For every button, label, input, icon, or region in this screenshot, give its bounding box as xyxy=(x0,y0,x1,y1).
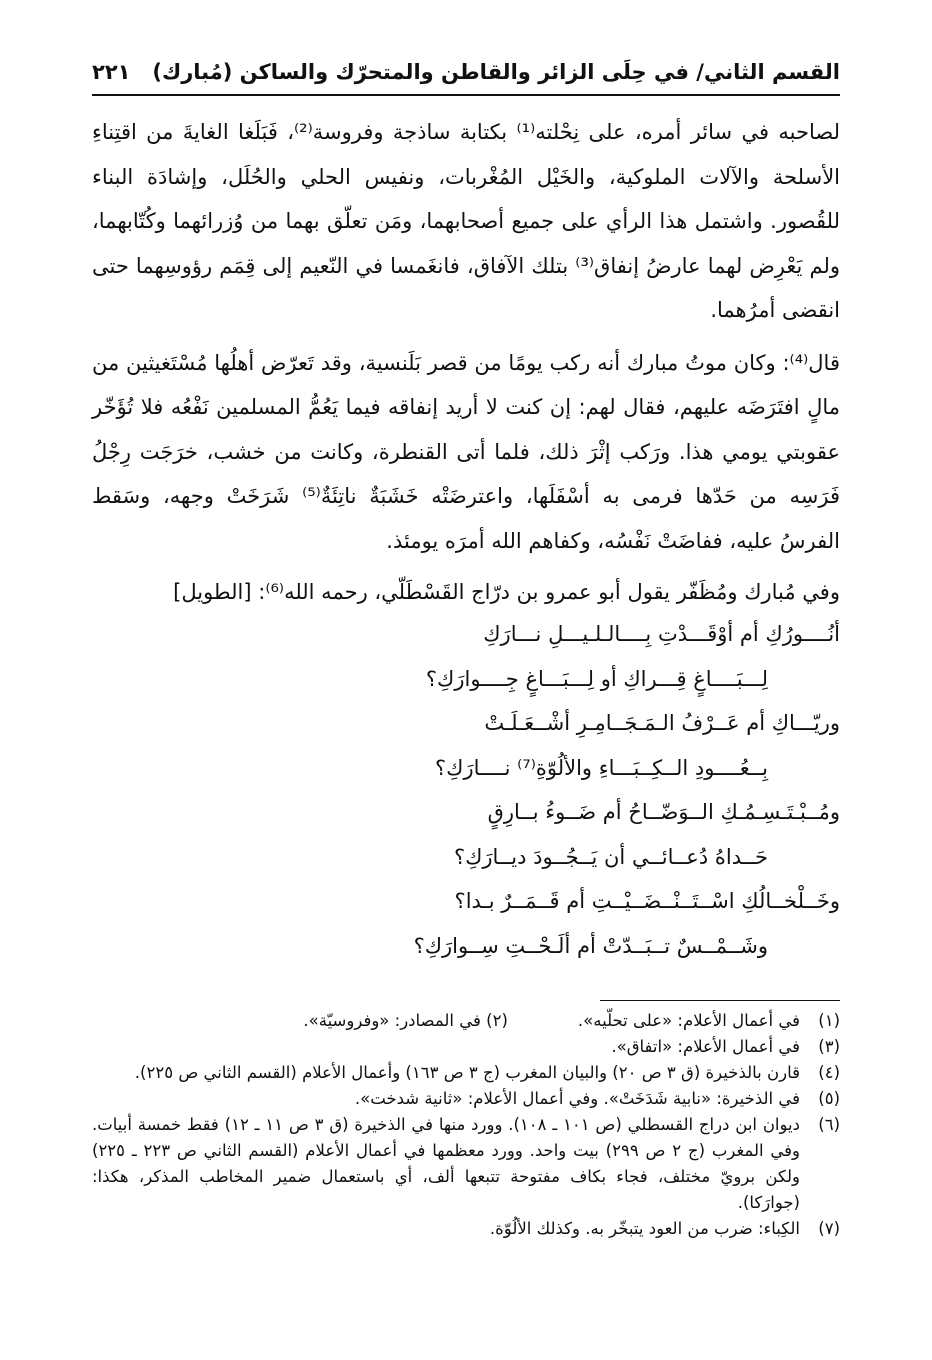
footnote-row xyxy=(92,1060,840,1086)
footnote-text: ديوان ابن دراج القسطلي (ص ١٠١ ـ ١٠٨). وورد منها في الذخيرة (ق ٣ ص ١١ ـ ١٢) فقط خمسة أبيات. وفي المغرب (ج ٢ ص ٢٩٩) بيت واحد. وورد معظمها في أعمال الأعلام (القسم الثاني ص ٢٢٣ ـ ٢٢٥) ولكن برويّ مختلف، فجاء بكاف مفتوحة تتبعها ألف، أي باستعمال ضمير المخاطب المذكر، هكذا: (جوارَكا). xyxy=(92,1115,800,1212)
poem-line: وشَــمْــسٌ تــبَــدّتْ أم ألَـحْــتِ سِــوارَكِ؟ xyxy=(413,933,768,958)
footnote-number: (١) xyxy=(818,1011,840,1030)
poem-line: بِــعُــــودِ الــكِــبَـــاءِ والألُوّةِ⁽⁷⁾ نــــارَكِ؟ xyxy=(434,755,768,780)
footnote-number: (٦) xyxy=(818,1115,840,1134)
footnote-rule xyxy=(600,1000,840,1001)
paragraph: قال⁽⁴⁾: وكان موتُ مبارك أنه ركب يومًا من قصر بَلَنسية، وقد تَعرّض أهلُها مُسْتَغيثين من مالٍ افتَرَضَه عليهم، فقال لهم: إن كنت لا أريد إنفاقه فيما يَعُمُّ المسلمين نَفْعُه فلا تُؤَخّر عقوبتي يومي هذا. ورَكب إثْرَ ذلك، فلما أتى القنطرة، وكانت من خشب، خرَجَت رِجْلُ فَرَسِه من حَدّها فرمى به أسْفَلَها، واعترضَتْه خَشَبَةٌ ناتِئَةٌ⁽⁵⁾ شَرَخَتْ وجهه، وسَقط الفرسُ عليه، ففاضَتْ نَفْسُه، وكفاهم الله أمرَه يومئذ. xyxy=(92,350,840,553)
poem-line: وريّـــاكِ أم عَــرْفُ الـمَـجَــامِـرِ أشْــعَـلَـتْ xyxy=(484,711,840,735)
footnote-row xyxy=(92,1112,840,1216)
poem-line: لِـــبَــــاغٍ قِـــراكِ أو لِـــبَـــاغٍ جِــــوارَكِ؟ xyxy=(425,666,768,691)
footnote-number: (٥) xyxy=(818,1089,840,1108)
header-title: القسم الثاني/ في حِلَى الزائر والقاطن والمتحرّك والساكن (مُبارك) xyxy=(152,60,840,84)
poem xyxy=(92,572,840,968)
footnote-text-part: في المصادر: «وفروسيّة». xyxy=(303,1011,481,1030)
footnote-row xyxy=(92,1034,840,1060)
footnote-number: (٤) xyxy=(818,1063,840,1082)
poem-line: وخَــلْخــالُكِ اسْــتَــنْــضَــيْــتِ أم قَــمَــرٌ بـدا؟ xyxy=(454,889,840,913)
main-text xyxy=(92,110,840,563)
footnote-text: الكِباء: ضرب من العود يتبخّر به. وكذلك الألُوّة. xyxy=(489,1219,800,1238)
footnote-number: (٣) xyxy=(818,1037,840,1056)
footnote-row xyxy=(92,1216,840,1242)
footnote-text-part: في أعمال الأعلام: «على تحلّيه». xyxy=(577,1011,800,1030)
header-rule xyxy=(92,94,840,96)
footnotes xyxy=(92,1008,840,1242)
footnote-text: في الذخيرة: «نابية شَدَخَتْ». وفي أعمال الأعلام: «ثانية شدخت». xyxy=(354,1089,800,1108)
poem-intro: وفي مُبارك ومُظَفّر يقول أبو عمرو بن درّاج القَسْطَلّي، رحمه الله⁽⁶⁾: [الطويل] xyxy=(173,580,840,604)
footnote-inline xyxy=(303,1008,508,1034)
poem-line: ومُــبْـتَـسِـمُـكِ الــوَضّــاحُ أم ضَــوءُ بــارِقٍ xyxy=(487,800,840,824)
poem-line: أنُــــورُكِ أم أوْقَـــدْتِ بِــــالـلـيـــلِ نـــارَكِ xyxy=(483,622,840,646)
footnote-number: (٧) xyxy=(818,1219,840,1238)
paragraph: لصاحبه في سائر أمره، على نِحْلته⁽¹⁾ بكتابة ساذجة وفروسة⁽²⁾، فَبَلَغا الغايةَ من اقتِناءِ الأسلحة والآلات الملوكية، والخَيْل المُغْربات، ونفيس الحلي والحُلَل، وإشادَة البناء للقُصور. واشتمل هذا الرأي على جميع أصحابهما، ومَن تعلّق بهما من وُزرائهما وكُتّابهما، ولم يَعْرِض لهما عارضُ إنفاق⁽³⁾ بتلك الآفاق، فانغَمسا في النّعيم إلى قِمَم رؤوسِهما حتى انقضى أمرُهما. xyxy=(92,120,840,322)
footnote-text xyxy=(92,1008,800,1034)
footnote-text: في أعمال الأعلام: «اتفاق». xyxy=(611,1037,800,1056)
page-number: ٢٢١ xyxy=(92,60,131,84)
footnote-row xyxy=(92,1008,840,1034)
footnote-text: قارن بالذخيرة (ق ٣ ص ٢٠) والبيان المغرب (ج ٣ ص ١٦٣) وأعمال الأعلام (القسم الثاني ص ٢٢٥). xyxy=(134,1063,800,1082)
footnote-row xyxy=(92,1086,840,1112)
poem-line: حَــداهُ دُعــائــي أن يَــجُــودَ ديــارَكِ؟ xyxy=(453,844,768,869)
footnote-number: (٢) xyxy=(486,1011,508,1030)
running-header xyxy=(92,52,840,92)
